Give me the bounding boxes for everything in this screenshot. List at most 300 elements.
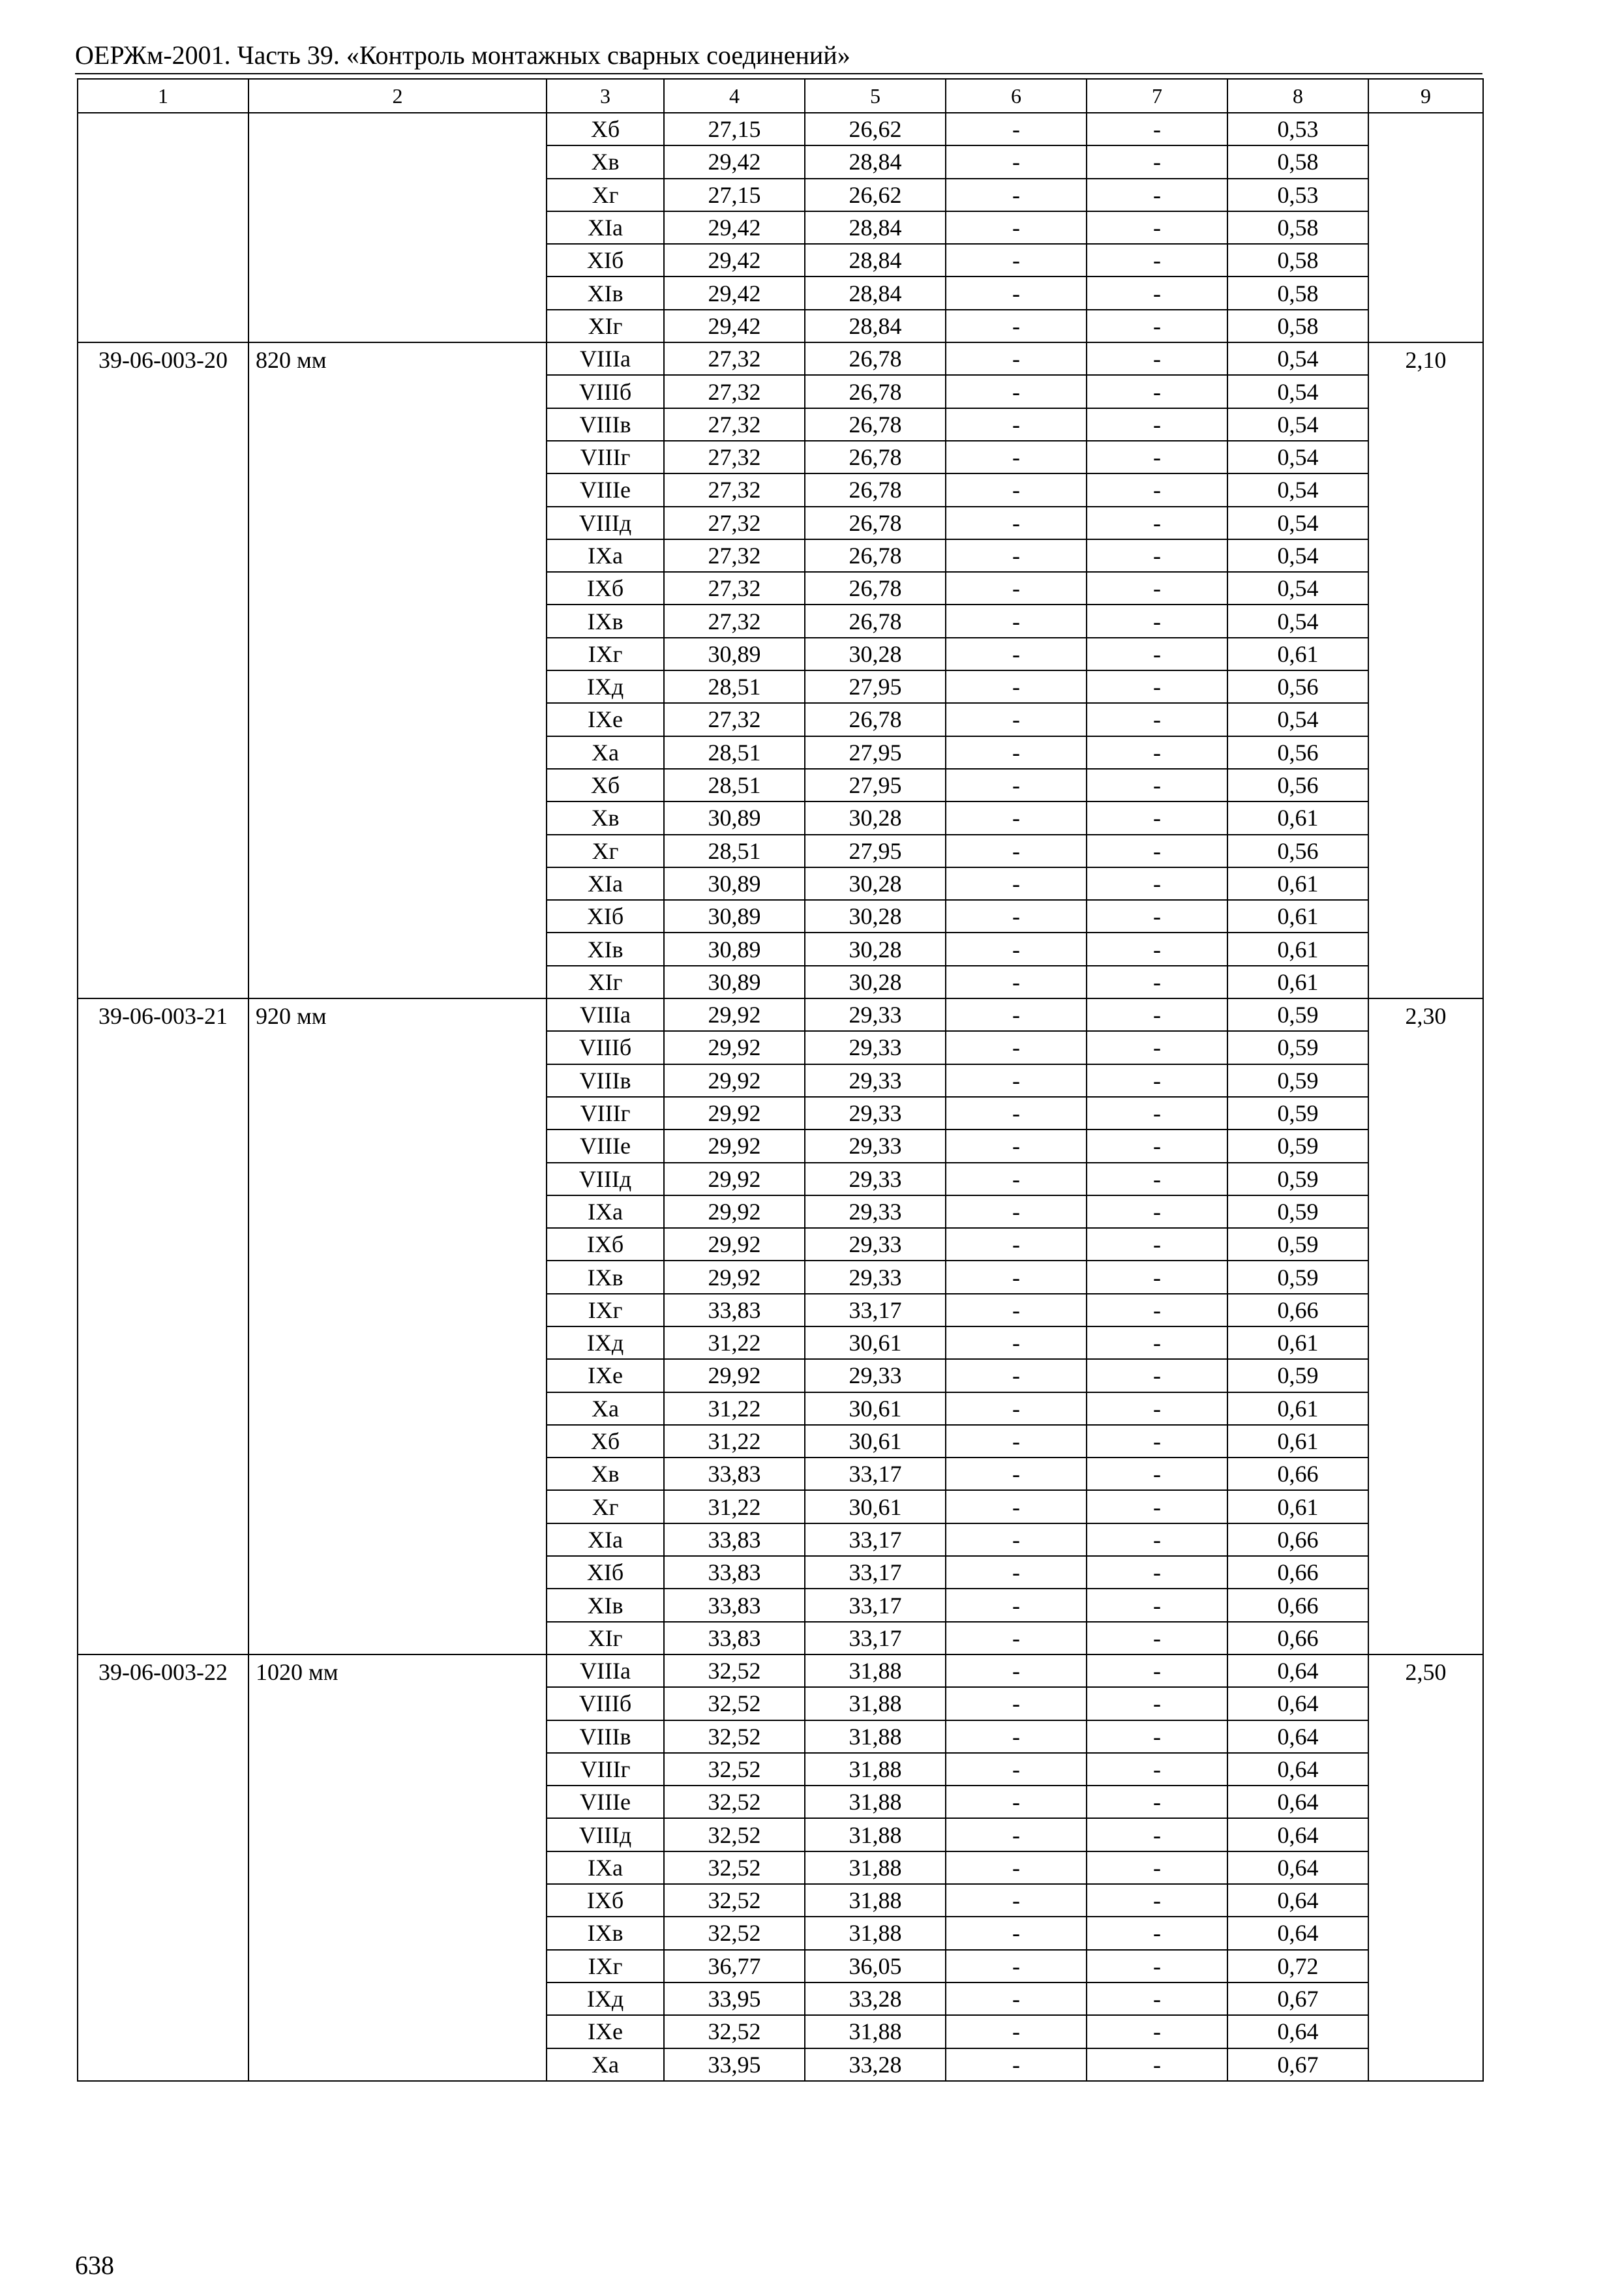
value-cell: - xyxy=(946,1261,1087,1293)
value-cell: 0,59 xyxy=(1227,1130,1368,1162)
value-cell: - xyxy=(1087,1064,1227,1097)
category-cell: IХе xyxy=(547,1359,664,1392)
column-header: 5 xyxy=(805,79,946,113)
value-cell: 0,64 xyxy=(1227,1753,1368,1786)
value-cell: - xyxy=(1087,473,1227,506)
value-cell: 0,66 xyxy=(1227,1523,1368,1556)
value-cell: 0,64 xyxy=(1227,1687,1368,1720)
category-cell: IХа xyxy=(547,1195,664,1228)
value-cell: - xyxy=(1087,1490,1227,1523)
value-cell: 30,89 xyxy=(664,867,805,900)
value-cell: 33,17 xyxy=(805,1589,946,1621)
value-cell: 30,89 xyxy=(664,933,805,965)
value-cell: 29,33 xyxy=(805,1097,946,1130)
value-cell: - xyxy=(946,145,1087,178)
value-cell: 26,78 xyxy=(805,342,946,375)
value-cell: - xyxy=(1087,1687,1227,1720)
category-cell: VIIIг xyxy=(547,1097,664,1130)
column-header: 9 xyxy=(1368,79,1483,113)
category-cell: XIа xyxy=(547,867,664,900)
category-cell: IХе xyxy=(547,2015,664,2048)
value-cell: - xyxy=(946,179,1087,211)
value-cell: - xyxy=(946,736,1087,769)
value-cell: 27,32 xyxy=(664,375,805,408)
value-cell: - xyxy=(1087,244,1227,277)
value-cell: 33,28 xyxy=(805,2048,946,2081)
value-cell: - xyxy=(946,277,1087,309)
category-cell: Хг xyxy=(547,179,664,211)
value-cell: 27,95 xyxy=(805,769,946,801)
value-cell: - xyxy=(1087,1917,1227,1949)
value-cell: - xyxy=(946,1589,1087,1621)
value-cell: - xyxy=(1087,867,1227,900)
value-cell: 29,92 xyxy=(664,1097,805,1130)
value-cell: 30,28 xyxy=(805,638,946,670)
value-cell: - xyxy=(946,507,1087,539)
value-cell: 30,28 xyxy=(805,867,946,900)
category-cell: XIа xyxy=(547,1523,664,1556)
value-cell: - xyxy=(946,2015,1087,2048)
value-cell: 31,88 xyxy=(805,1654,946,1687)
value-cell: - xyxy=(1087,638,1227,670)
value-cell: 28,51 xyxy=(664,835,805,867)
value-cell: - xyxy=(946,1130,1087,1162)
value-cell: 27,32 xyxy=(664,572,805,605)
value-cell: 33,83 xyxy=(664,1589,805,1621)
value-cell: 0,53 xyxy=(1227,179,1368,211)
value-cell: 31,88 xyxy=(805,1753,946,1786)
category-cell: XIг xyxy=(547,310,664,342)
value-cell: 0,66 xyxy=(1227,1589,1368,1621)
value-cell: - xyxy=(946,342,1087,375)
category-cell: VIIIе xyxy=(547,1130,664,1162)
table-row xyxy=(78,1654,1483,1687)
value-cell: 26,78 xyxy=(805,605,946,637)
category-cell: IХг xyxy=(547,638,664,670)
value-cell: 0,61 xyxy=(1227,1392,1368,1425)
value-cell: - xyxy=(1087,1228,1227,1261)
value-cell: 33,83 xyxy=(664,1523,805,1556)
value-cell: - xyxy=(1087,1195,1227,1228)
value-cell: 31,22 xyxy=(664,1490,805,1523)
value-cell: 0,54 xyxy=(1227,507,1368,539)
category-cell: Хв xyxy=(547,145,664,178)
category-cell: IХа xyxy=(547,539,664,572)
column-header: 8 xyxy=(1227,79,1368,113)
value-cell: - xyxy=(946,1425,1087,1458)
value-cell: 0,59 xyxy=(1227,1228,1368,1261)
page-header-title: ОЕРЖм-2001. Часть 39. «Контроль монтажных сварных соединений» xyxy=(75,40,850,70)
value-cell: - xyxy=(946,1818,1087,1851)
value-cell: 0,64 xyxy=(1227,1851,1368,1884)
category-cell: VIIIб xyxy=(547,375,664,408)
value-cell: 0,72 xyxy=(1227,1950,1368,1982)
value-cell: 31,88 xyxy=(805,1818,946,1851)
category-cell: XIв xyxy=(547,1589,664,1621)
value-cell: 0,54 xyxy=(1227,539,1368,572)
value-cell: - xyxy=(1087,1523,1227,1556)
value-cell: 31,22 xyxy=(664,1326,805,1359)
value-cell: - xyxy=(1087,375,1227,408)
value-cell: - xyxy=(946,2048,1087,2081)
value-cell: - xyxy=(1087,572,1227,605)
value-cell: - xyxy=(946,408,1087,441)
category-cell: IХг xyxy=(547,1294,664,1326)
value-cell: 26,78 xyxy=(805,441,946,473)
value-cell: - xyxy=(946,1031,1087,1064)
value-cell: 30,61 xyxy=(805,1392,946,1425)
table-body xyxy=(78,113,1483,2081)
value-cell: - xyxy=(1087,2048,1227,2081)
value-cell: - xyxy=(1087,1163,1227,1195)
value-cell: 29,42 xyxy=(664,145,805,178)
value-cell: - xyxy=(946,703,1087,736)
column-header: 2 xyxy=(248,79,547,113)
category-cell: VIIIа xyxy=(547,1654,664,1687)
value-cell: 0,54 xyxy=(1227,375,1368,408)
value-cell: 29,33 xyxy=(805,1130,946,1162)
value-cell: 0,61 xyxy=(1227,1326,1368,1359)
value-cell: - xyxy=(946,1622,1087,1654)
category-cell: Хб xyxy=(547,1425,664,1458)
value-cell: 28,84 xyxy=(805,145,946,178)
value-cell: - xyxy=(946,539,1087,572)
category-cell: VIIIд xyxy=(547,1818,664,1851)
rate-code-cell: 39-06-003-20 xyxy=(78,342,248,998)
value-cell: - xyxy=(1087,342,1227,375)
category-cell: IХд xyxy=(547,1982,664,2015)
value-cell: 32,52 xyxy=(664,1917,805,1949)
value-cell: 32,52 xyxy=(664,1884,805,1917)
value-cell: 29,92 xyxy=(664,1261,805,1293)
value-cell: 29,42 xyxy=(664,277,805,309)
value-cell: 31,88 xyxy=(805,2015,946,2048)
value-cell: 28,84 xyxy=(805,277,946,309)
value-cell: 29,33 xyxy=(805,1261,946,1293)
value-cell: - xyxy=(1087,1425,1227,1458)
value-cell: 31,88 xyxy=(805,1720,946,1753)
value-cell: 0,61 xyxy=(1227,638,1368,670)
value-cell: 0,61 xyxy=(1227,933,1368,965)
value-cell: 29,92 xyxy=(664,998,805,1031)
value-cell: - xyxy=(1087,1130,1227,1162)
category-cell: Хв xyxy=(547,1458,664,1490)
value-cell: 30,28 xyxy=(805,966,946,998)
value-cell: - xyxy=(946,1720,1087,1753)
value-cell: - xyxy=(946,1359,1087,1392)
value-cell: 27,95 xyxy=(805,736,946,769)
category-cell: XIа xyxy=(547,211,664,244)
value-cell: - xyxy=(1087,1818,1227,1851)
value-cell: 32,52 xyxy=(664,1818,805,1851)
value-cell: - xyxy=(1087,1884,1227,1917)
value-cell: - xyxy=(1087,1982,1227,2015)
value-cell: 0,59 xyxy=(1227,1195,1368,1228)
value-cell: 0,59 xyxy=(1227,1064,1368,1097)
value-cell: - xyxy=(946,473,1087,506)
value-cell: - xyxy=(946,867,1087,900)
value-cell: 33,95 xyxy=(664,1982,805,2015)
value-cell: 28,51 xyxy=(664,769,805,801)
value-cell: 32,52 xyxy=(664,1720,805,1753)
value-cell: - xyxy=(1087,769,1227,801)
value-cell: 30,89 xyxy=(664,638,805,670)
value-cell: - xyxy=(1087,1556,1227,1589)
category-cell: VIIIд xyxy=(547,507,664,539)
category-cell: VIIIг xyxy=(547,441,664,473)
category-cell: VIIIг xyxy=(547,1753,664,1786)
value-cell: - xyxy=(1087,1786,1227,1818)
value-cell: 30,61 xyxy=(805,1425,946,1458)
value-cell: - xyxy=(1087,900,1227,933)
column-header: 7 xyxy=(1087,79,1227,113)
description-cell: 820 мм xyxy=(248,342,547,998)
category-cell: VIIIд xyxy=(547,1163,664,1195)
category-cell: IХд xyxy=(547,1326,664,1359)
column-header: 3 xyxy=(547,79,664,113)
value-cell: - xyxy=(1087,1720,1227,1753)
value-cell: 0,54 xyxy=(1227,342,1368,375)
value-cell: 32,52 xyxy=(664,1851,805,1884)
value-cell: 0,64 xyxy=(1227,1720,1368,1753)
category-cell: IХб xyxy=(547,1228,664,1261)
value-cell: - xyxy=(1087,1392,1227,1425)
column-header: 4 xyxy=(664,79,805,113)
value-cell: 0,59 xyxy=(1227,1359,1368,1392)
value-cell: - xyxy=(946,1163,1087,1195)
category-cell: Хг xyxy=(547,835,664,867)
value-cell: - xyxy=(946,244,1087,277)
category-cell: XIб xyxy=(547,1556,664,1589)
value-cell: - xyxy=(1087,113,1227,145)
category-cell: IХа xyxy=(547,1851,664,1884)
value-cell: 33,17 xyxy=(805,1458,946,1490)
value-cell: - xyxy=(1087,1458,1227,1490)
value-cell: 0,61 xyxy=(1227,1425,1368,1458)
value-cell: 26,78 xyxy=(805,375,946,408)
value-cell: 26,62 xyxy=(805,113,946,145)
value-cell: - xyxy=(946,670,1087,703)
value-cell: 29,42 xyxy=(664,244,805,277)
value-cell: 0,61 xyxy=(1227,867,1368,900)
table-row xyxy=(78,113,1483,145)
value-cell: 27,95 xyxy=(805,670,946,703)
value-cell: - xyxy=(1087,310,1227,342)
value-cell: 28,51 xyxy=(664,670,805,703)
value-cell: - xyxy=(1087,1261,1227,1293)
category-cell: XIб xyxy=(547,244,664,277)
category-cell: XIб xyxy=(547,900,664,933)
value-cell: - xyxy=(946,211,1087,244)
value-cell: 0,58 xyxy=(1227,310,1368,342)
value-cell: - xyxy=(1087,1589,1227,1621)
value-cell: 26,62 xyxy=(805,179,946,211)
value-cell: 31,88 xyxy=(805,1687,946,1720)
value-cell: 29,92 xyxy=(664,1064,805,1097)
value-cell: - xyxy=(946,605,1087,637)
category-cell: VIIIв xyxy=(547,1720,664,1753)
description-cell xyxy=(248,113,547,342)
value-cell: 36,77 xyxy=(664,1950,805,1982)
value-cell: 27,32 xyxy=(664,473,805,506)
value-cell: 0,61 xyxy=(1227,801,1368,834)
value-cell: 29,33 xyxy=(805,1228,946,1261)
value-cell: - xyxy=(946,1490,1087,1523)
value-cell: - xyxy=(1087,507,1227,539)
value-cell: 33,83 xyxy=(664,1458,805,1490)
value-cell: 0,64 xyxy=(1227,1818,1368,1851)
value-cell: - xyxy=(946,1786,1087,1818)
value-cell: 26,78 xyxy=(805,507,946,539)
value-cell: 0,56 xyxy=(1227,769,1368,801)
category-cell: Ха xyxy=(547,736,664,769)
value-cell: 31,22 xyxy=(664,1425,805,1458)
value-cell: 27,32 xyxy=(664,703,805,736)
value-cell: 0,64 xyxy=(1227,1884,1368,1917)
value-cell: - xyxy=(946,1523,1087,1556)
value-cell: - xyxy=(946,769,1087,801)
rate-code-cell: 39-06-003-21 xyxy=(78,998,248,1654)
value-cell: 33,83 xyxy=(664,1622,805,1654)
value-cell: 33,83 xyxy=(664,1294,805,1326)
value-cell: 29,33 xyxy=(805,998,946,1031)
column9-cell xyxy=(1368,113,1483,342)
value-cell: 0,64 xyxy=(1227,2015,1368,2048)
value-cell: 0,54 xyxy=(1227,572,1368,605)
value-cell: 0,56 xyxy=(1227,670,1368,703)
category-cell: Ха xyxy=(547,1392,664,1425)
category-cell: Хв xyxy=(547,801,664,834)
value-cell: 32,52 xyxy=(664,1654,805,1687)
value-cell: 27,32 xyxy=(664,539,805,572)
value-cell: - xyxy=(946,1326,1087,1359)
value-cell: 28,51 xyxy=(664,736,805,769)
category-cell: VIIIб xyxy=(547,1031,664,1064)
value-cell: - xyxy=(1087,539,1227,572)
value-cell: 0,54 xyxy=(1227,605,1368,637)
value-cell: - xyxy=(946,1392,1087,1425)
value-cell: 33,17 xyxy=(805,1556,946,1589)
value-cell: 33,17 xyxy=(805,1294,946,1326)
value-cell: 29,33 xyxy=(805,1163,946,1195)
value-cell: - xyxy=(1087,1359,1227,1392)
category-cell: XIг xyxy=(547,1622,664,1654)
column9-cell: 2,10 xyxy=(1368,342,1483,998)
value-cell: 32,52 xyxy=(664,2015,805,2048)
rates-table xyxy=(77,78,1484,2082)
value-cell: 0,59 xyxy=(1227,1031,1368,1064)
rate-code-cell: 39-06-003-22 xyxy=(78,1654,248,2081)
value-cell: - xyxy=(946,933,1087,965)
value-cell: 0,58 xyxy=(1227,211,1368,244)
value-cell: 26,78 xyxy=(805,572,946,605)
value-cell: 0,61 xyxy=(1227,1490,1368,1523)
value-cell: 29,92 xyxy=(664,1228,805,1261)
value-cell: 29,33 xyxy=(805,1064,946,1097)
category-cell: VIIIв xyxy=(547,1064,664,1097)
value-cell: - xyxy=(946,1982,1087,2015)
value-cell: 26,78 xyxy=(805,539,946,572)
value-cell: 0,56 xyxy=(1227,835,1368,867)
category-cell: VIIIа xyxy=(547,998,664,1031)
value-cell: 0,53 xyxy=(1227,113,1368,145)
value-cell: 29,92 xyxy=(664,1359,805,1392)
value-cell: 0,61 xyxy=(1227,966,1368,998)
value-cell: - xyxy=(946,1884,1087,1917)
value-cell: 29,33 xyxy=(805,1195,946,1228)
value-cell: 33,95 xyxy=(664,2048,805,2081)
value-cell: - xyxy=(946,1097,1087,1130)
header-rule xyxy=(75,73,1482,74)
category-cell: IХв xyxy=(547,1917,664,1949)
value-cell: - xyxy=(946,441,1087,473)
value-cell: 26,78 xyxy=(805,703,946,736)
value-cell: 30,61 xyxy=(805,1326,946,1359)
value-cell: 29,92 xyxy=(664,1163,805,1195)
value-cell: - xyxy=(1087,933,1227,965)
value-cell: 31,88 xyxy=(805,1786,946,1818)
value-cell: 36,05 xyxy=(805,1950,946,1982)
value-cell: - xyxy=(946,113,1087,145)
category-cell: VIIIа xyxy=(547,342,664,375)
value-cell: - xyxy=(1087,2015,1227,2048)
value-cell: - xyxy=(1087,211,1227,244)
value-cell: 30,89 xyxy=(664,801,805,834)
value-cell: 33,83 xyxy=(664,1556,805,1589)
column9-cell: 2,30 xyxy=(1368,998,1483,1654)
value-cell: - xyxy=(946,1064,1087,1097)
value-cell: 0,59 xyxy=(1227,1097,1368,1130)
value-cell: - xyxy=(946,966,1087,998)
value-cell: - xyxy=(946,998,1087,1031)
value-cell: - xyxy=(946,1851,1087,1884)
rate-code-cell xyxy=(78,113,248,342)
value-cell: 29,33 xyxy=(805,1031,946,1064)
value-cell: 29,42 xyxy=(664,211,805,244)
category-cell: Хб xyxy=(547,769,664,801)
value-cell: 27,15 xyxy=(664,179,805,211)
value-cell: 26,78 xyxy=(805,408,946,441)
column-header: 1 xyxy=(78,79,248,113)
value-cell: - xyxy=(1087,1851,1227,1884)
value-cell: 0,64 xyxy=(1227,1786,1368,1818)
category-cell: IХб xyxy=(547,1884,664,1917)
value-cell: 31,88 xyxy=(805,1884,946,1917)
value-cell: 29,92 xyxy=(664,1031,805,1064)
category-cell: IХв xyxy=(547,605,664,637)
value-cell: - xyxy=(946,310,1087,342)
description-cell: 920 мм xyxy=(248,998,547,1654)
value-cell: - xyxy=(1087,408,1227,441)
value-cell: - xyxy=(946,801,1087,834)
value-cell: 30,61 xyxy=(805,1490,946,1523)
value-cell: 0,54 xyxy=(1227,703,1368,736)
value-cell: 0,59 xyxy=(1227,1163,1368,1195)
value-cell: 30,28 xyxy=(805,933,946,965)
value-cell: - xyxy=(1087,1753,1227,1786)
value-cell: - xyxy=(1087,441,1227,473)
value-cell: 0,64 xyxy=(1227,1654,1368,1687)
value-cell: - xyxy=(1087,1622,1227,1654)
value-cell: - xyxy=(946,1556,1087,1589)
value-cell: 27,32 xyxy=(664,441,805,473)
value-cell: 33,28 xyxy=(805,1982,946,2015)
value-cell: - xyxy=(1087,736,1227,769)
value-cell: - xyxy=(946,1294,1087,1326)
value-cell: - xyxy=(946,1753,1087,1786)
category-cell: XIв xyxy=(547,277,664,309)
value-cell: 0,64 xyxy=(1227,1917,1368,1949)
